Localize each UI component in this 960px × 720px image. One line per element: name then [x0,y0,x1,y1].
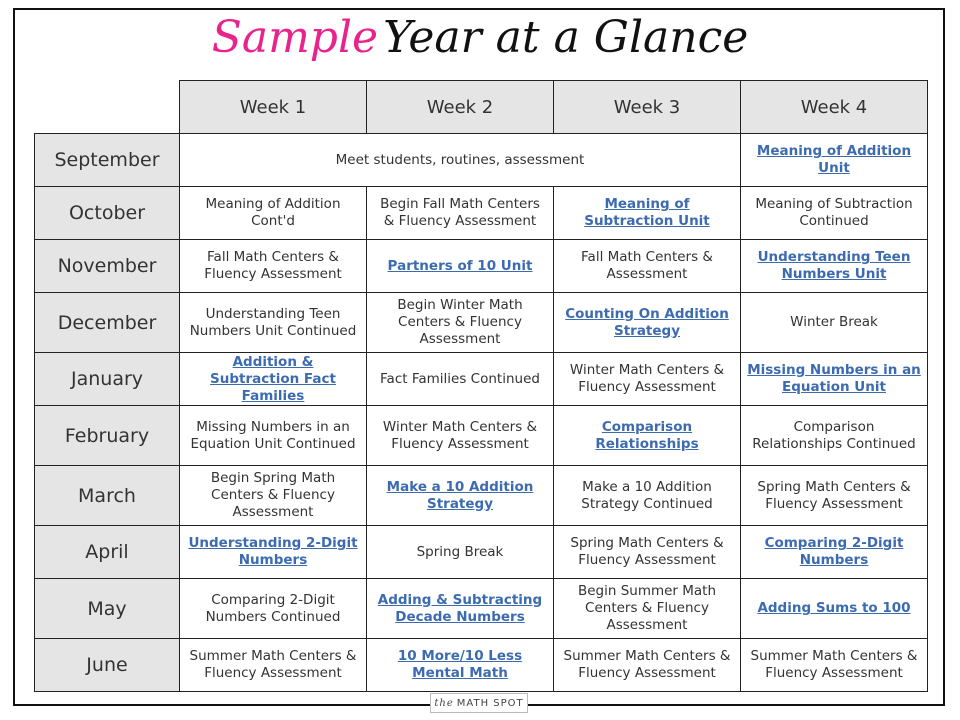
month-label: January [35,353,180,406]
schedule-cell: Meaning of Subtraction Continued [741,187,928,240]
schedule-cell: Begin Fall Math Centers & Fluency Assessment [367,187,554,240]
year-at-a-glance-table [34,80,928,692]
schedule-cell: Fall Math Centers & Fluency Assessment [180,240,367,293]
week-1-header: Week 1 [180,81,367,134]
schedule-cell: Summer Math Centers & Fluency Assessment [554,639,741,692]
month-label: April [35,526,180,579]
logo-brand: MATH SPOT [456,697,524,709]
title-year-at-a-glance: Year at a Glance [383,12,749,63]
schedule-cell: Summer Math Centers & Fluency Assessment [741,639,928,692]
unit-link[interactable]: Adding Sums to 100 [741,579,928,639]
schedule-cell: Fact Families Continued [367,353,554,406]
table-row [35,406,928,466]
unit-link[interactable]: Counting On Addition Strategy [554,293,741,353]
schedule-cell: Missing Numbers in an Equation Unit Continued [180,406,367,466]
schedule-cell: Spring Math Centers & Fluency Assessment [741,466,928,526]
unit-link[interactable]: Missing Numbers in an Equation Unit [741,353,928,406]
table-row [35,579,928,639]
schedule-cell: Meet students, routines, assessment [180,134,741,187]
unit-link[interactable]: Understanding Teen Numbers Unit [741,240,928,293]
unit-link[interactable]: Comparison Relationships [554,406,741,466]
unit-link[interactable]: Meaning of Subtraction Unit [554,187,741,240]
table-row [35,526,928,579]
schedule-cell: Winter Break [741,293,928,353]
table-row [35,353,928,406]
header-corner [35,81,180,134]
unit-link[interactable]: Adding & Subtracting Decade Numbers [367,579,554,639]
schedule-cell: Meaning of Addition Cont'd [180,187,367,240]
schedule-cell: Comparing 2-Digit Numbers Continued [180,579,367,639]
table-row [35,293,928,353]
table-row [35,240,928,293]
week-4-header: Week 4 [741,81,928,134]
math-spot-logo [430,693,528,713]
unit-link[interactable]: Make a 10 Addition Strategy [367,466,554,526]
schedule-cell: Begin Spring Math Centers & Fluency Assessment [180,466,367,526]
table-row [35,639,928,692]
week-header-row [35,81,928,134]
table-row [35,187,928,240]
unit-link[interactable]: 10 More/10 Less Mental Math [367,639,554,692]
table-row [35,134,928,187]
schedule-cell: Make a 10 Addition Strategy Continued [554,466,741,526]
month-label: June [35,639,180,692]
unit-link[interactable]: Addition & Subtraction Fact Families [180,353,367,406]
schedule-cell: Spring Math Centers & Fluency Assessment [554,526,741,579]
month-label: December [35,293,180,353]
unit-link[interactable]: Meaning of Addition Unit [741,134,928,187]
schedule-cell: Begin Summer Math Centers & Fluency Assessment [554,579,741,639]
table-row [35,466,928,526]
schedule-cell: Winter Math Centers & Fluency Assessment [554,353,741,406]
month-label: March [35,466,180,526]
unit-link[interactable]: Comparing 2-Digit Numbers [741,526,928,579]
title-sample: Sample [211,12,379,63]
unit-link[interactable]: Understanding 2-Digit Numbers [180,526,367,579]
week-2-header: Week 2 [367,81,554,134]
month-label: November [35,240,180,293]
month-label: September [35,134,180,187]
table-body [35,134,928,692]
unit-link[interactable]: Partners of 10 Unit [367,240,554,293]
schedule-cell: Understanding Teen Numbers Unit Continued [180,293,367,353]
schedule-cell: Fall Math Centers & Assessment [554,240,741,293]
schedule-cell: Begin Winter Math Centers & Fluency Assessment [367,293,554,353]
month-label: May [35,579,180,639]
month-label: February [35,406,180,466]
page-title [0,12,960,63]
schedule-cell: Spring Break [367,526,554,579]
schedule-cell: Winter Math Centers & Fluency Assessment [367,406,554,466]
month-label: October [35,187,180,240]
schedule-cell: Summer Math Centers & Fluency Assessment [180,639,367,692]
week-3-header: Week 3 [554,81,741,134]
schedule-cell: Comparison Relationships Continued [741,406,928,466]
logo-prefix: the [434,697,454,709]
